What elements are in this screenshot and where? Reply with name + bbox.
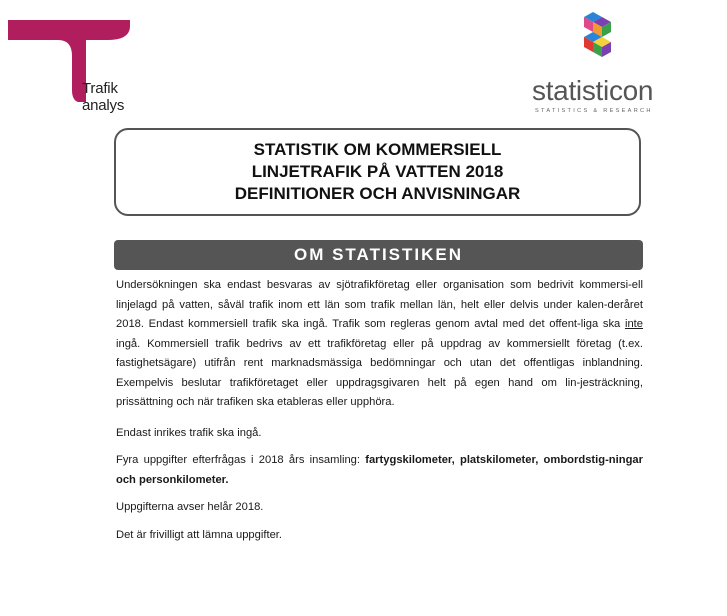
statisticon-logo [532, 12, 672, 122]
section-heading: OM STATISTIKEN [293, 245, 464, 264]
paragraph-scope [116, 276, 643, 413]
paragraph-variables-intro: Fyra uppgifter efterfrågas i 2018 års insamling: [116, 454, 366, 466]
statisticon-cube-icon [584, 12, 620, 68]
title-line-3: DEFINITIONER OCH ANVISNINGAR [234, 184, 521, 203]
statisticon-wordmark: statisticon [532, 75, 654, 106]
document-title-box [114, 128, 641, 216]
trafikanalys-logo [8, 20, 148, 114]
paragraph-scope-part2: ingå. Kommersiell trafik bedrivs av ett trafikföretag eller på uppdrag av kommersiellt företag (t.ex. fastighetsägare) utifrån rent marknadsmässiga bedömningar och utan det offentligas inblandning. Exempelvis beslutar trafikföretaget eller uppdragsgivaren helt på egen hand om lin-jesträckning, prissättning och när trafiken ska etableras eller upphöra. [116, 337, 643, 408]
paragraph-domestic: Endast inrikes trafik ska ingå. [116, 426, 262, 439]
title-line-1: STATISTIK OM KOMMERSIELL [253, 140, 502, 159]
document-body [116, 276, 643, 553]
trafikanalys-word2: analys [82, 97, 125, 114]
paragraph-variables-list: fartygskilometer, platskilometer, ombordstig-ningar och personkilometer. [116, 454, 643, 486]
paragraph-scope-part1: Undersökningen ska endast besvaras av sjötrafikföretag eller organisation som bedrivit kommersi-ell linjelagd på vatten, såväl trafik inom ett län som trafik mellan län, helt eller delvis under kalen-deråret 2018. Endast kommersiell trafik ska ingå. Trafik som regleras genom avtal med det offent-liga ska [116, 279, 643, 330]
paragraph-variables [116, 451, 643, 490]
section-heading-bar [114, 240, 643, 270]
paragraph-period: Uppgifterna avser helår 2018. [116, 501, 264, 513]
trafikanalys-wordmark [82, 80, 124, 114]
underlined-word: inte [624, 318, 643, 330]
paragraph-voluntary: Det är frivilligt att lämna uppgifter. [116, 528, 283, 541]
statisticon-tagline: STATISTICS & RESEARCH [535, 108, 653, 114]
trafikanalys-word1: Trafik [82, 80, 118, 97]
title-line-2: LINJETRAFIK PÅ VATTEN 2018 [251, 162, 504, 181]
